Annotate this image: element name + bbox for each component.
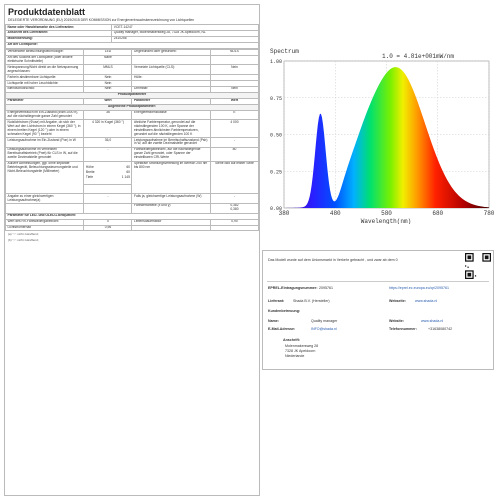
general-cell-r3-c2: Farbwiedergabeindex, auf die nächstliegende ganze Zahl gerundet, oder Spanne der einstellbaren CRI-Werte	[132, 147, 210, 161]
type-cell-r0-c2: Ungebündelt oder gebündelt:	[132, 49, 210, 55]
type-cell-r0-c0: Verwendete Beleuchtungstechnologie:	[6, 49, 84, 55]
x-tick-label: 480	[329, 210, 341, 217]
x-ticks	[279, 210, 494, 217]
supplier-address-label: Anschrift des Lieferanten:	[6, 30, 112, 36]
led-cell-r1-c0: Lichtstromerhalt	[6, 225, 84, 231]
section-product-parameters: Produktparameter	[6, 92, 259, 98]
supplier-value: Shada B.V. (Hersteller)	[293, 299, 330, 303]
product-data-sheet	[4, 4, 260, 496]
table-row	[6, 55, 259, 65]
extra-cell-r1-c3: 0,382 0,380	[210, 203, 258, 213]
general-cell-r0-c2: Energieeffizienzklasse	[132, 110, 210, 120]
eprel-card	[262, 250, 494, 370]
spectrum-chart	[262, 44, 494, 224]
type-cell-r2-c0: Netzspannung/Nicht direkt an die Netzspannung angeschlossen:	[6, 65, 84, 75]
supplier-address-value: Quality manager, Molenmakersweg 28, 7328 JK Apeldoorn, NL	[112, 30, 259, 36]
section-general-parameters: Allgemeine Produktparameter:	[6, 104, 259, 110]
general-cell-r1-c2: ähnliche Farbtemperatur, gerundet auf die nächstliegenden 100 K, oder Spanne der einstellbaren ähnlichsten Farbtemperaturen, gerundet auf die nächstliegenden 100 K	[132, 120, 210, 138]
sheet-title: Produktdatenblatt	[8, 7, 86, 17]
website-label-1: Webseite:	[389, 299, 406, 303]
supplier-name-label: Name oder Handelsmarke des Lieferanten:	[6, 25, 112, 31]
type-cell-r0-c3: NDLS	[210, 49, 258, 55]
extra-cell-r0-c0: Angabe zu einer gleichwertigen Leistungsaufnahme(a)	[6, 194, 84, 204]
type-cell-r0-c1: LED	[84, 49, 132, 55]
table-row	[6, 161, 259, 185]
sheet-subtitle: DELEGIERTE VERORDNUNG (EU) 2019/2015 DER KOMMISSION zur Energieverbrauchskennzeichnung von Lichtquellen	[8, 18, 195, 22]
general-cell-r2-c3: -	[210, 138, 258, 148]
email-link[interactable]: INFO@shada.nl	[311, 327, 337, 331]
website-link-2[interactable]: www.shada.nl	[421, 319, 444, 323]
table-row	[6, 42, 259, 48]
x-tick-label: 680	[432, 210, 444, 217]
model-id-label: Modellkennung:	[6, 36, 112, 42]
y-tick-label: 0.00	[269, 206, 282, 212]
led-cell-r0-c3: 0,90	[210, 219, 258, 225]
general-cell-r2-c0: Leistungsaufnahme im Ein-Zustand (Pon) in W	[6, 138, 84, 148]
website-link-1[interactable]: www.shada.nl	[415, 299, 438, 303]
email-label: E-Mail-Adresse:	[268, 327, 296, 331]
table-row	[6, 203, 259, 213]
col-value-1: Wert	[84, 98, 132, 104]
extra-cell-r1-c2: Farbwertanteile (x und y)	[132, 203, 210, 213]
y-tick-label: 0.75	[269, 95, 282, 102]
table-row	[6, 194, 259, 204]
general-cell-r0-c3: E	[210, 110, 258, 120]
x-tick-label: 580	[381, 210, 392, 217]
extra-cell-r0-c1: -	[84, 194, 132, 204]
extra-cell-r0-c2: Falls ja, gleichwertige Leistungsaufnahme (W)	[132, 194, 210, 204]
phone-value: +31638080742	[428, 327, 453, 331]
x-tick-label: 380	[278, 210, 290, 217]
supplier-name-value: VCET-14247	[112, 25, 259, 31]
general-cell-r2-c1: 36,0	[84, 138, 132, 148]
supplier-label: Lieferant:	[268, 299, 285, 303]
y-tick-label: 1.00	[269, 59, 282, 65]
extra-cell-r0-c3: -	[210, 194, 258, 204]
general-cell-r2-c2: Leistungsaufnahme im Bereitschaftszustand (Psb) in W, auf die zweite Dezimalstelle gerundet	[132, 138, 210, 148]
type-cell-r5-c2: Dimmbar:	[132, 86, 210, 92]
address-line-2: 7328 JK Apeldoorn	[285, 349, 316, 353]
footnote-b: (b) "-": nicht zutreffend;	[8, 238, 39, 243]
y-tick-label: 0.25	[269, 169, 282, 176]
footnote-a: (a) "-": nicht zutreffend;	[8, 232, 39, 237]
table-row	[6, 120, 259, 138]
general-cell-r1-c3: 4 000	[210, 120, 258, 138]
contact-name-value: Quality manager	[311, 319, 338, 323]
spectral-label: Spektrale Strahlungsverteilung im Bereich 250 nm bis 800 nm	[132, 161, 210, 194]
type-cell-r4-c0: Lichtquelle mit hoher Leuchtdichte:	[6, 81, 84, 87]
general-cell-r0-c0: Energieverbrauch im Ein-Zustand (kWh/1000 h), auf die nächstliegende ganze Zahl gerundet	[6, 110, 84, 120]
type-cell-r3-c1: Nein	[84, 75, 132, 81]
contact-name-label: Name:	[268, 319, 279, 323]
eprel-value: 2095761	[319, 286, 333, 290]
x-tick-label: 780	[483, 210, 494, 217]
y-tick-label: 0.50	[269, 132, 282, 139]
phone-label: Telefonnummer:	[389, 327, 417, 331]
spectral-value: Siehe Bild auf letzter Seite	[210, 161, 258, 194]
led-cell-r1-c1: 0,96	[84, 225, 132, 231]
table-row	[6, 65, 259, 75]
dim-height-label: Höhe	[85, 165, 94, 169]
dim-depth-value: 1 145	[121, 175, 130, 179]
type-cell-r5-c3: Nein	[210, 86, 258, 92]
address-label: Anschrift:	[283, 338, 300, 342]
table-row	[6, 110, 259, 120]
type-cell-r2-c1: MMLS	[84, 65, 132, 75]
type-cell-r1-c3	[210, 55, 258, 65]
led-cell-r0-c2: Lebensdauerfaktor	[132, 219, 210, 225]
table-row	[6, 138, 259, 148]
dims-label: Äußere Abmessungen, ggf. ohne separate Betriebsgerät, Beleuchtungssteuerungsteile und Nicht-Beleuchtungsteile (Millimeter)	[6, 161, 84, 194]
address-line-1: Molenmakersweg 28	[285, 344, 319, 348]
website-label-2: Website:	[389, 319, 404, 323]
section-led-parameters: Parameter für LED- und OLED-Lichtquellen:	[6, 213, 259, 219]
dim-height-value: 60	[126, 165, 130, 169]
extra-cell-r1-c1	[84, 203, 132, 213]
general-cell-r1-c0: Nutzlichtstrom (Φuse) mit Angabe, ob sich der Wert auf den Lichtstrom in einem Kegel (360 °), in einem breiten Kegel (120 °) oder in einem schmalen Kegel (90 °) bezieht	[6, 120, 84, 138]
led-cell-r0-c1: 0	[84, 219, 132, 225]
light-source-type-label: Art der Lichtquelle:	[6, 42, 259, 48]
col-param-1: Parameter	[6, 98, 84, 104]
general-cell-r3-c3: 80	[210, 147, 258, 161]
dim-width-value: 60	[126, 170, 130, 174]
led-cell-r0-c0: Wert des R9-Farbwiedergabeindex	[6, 219, 84, 225]
market-intro: Das Modell wurde auf dem Unionsmarkt in Verkehr gebracht , und zwar ab dem 0	[268, 258, 398, 262]
table-row	[6, 225, 259, 231]
eprel-link[interactable]: https://eprel.ec.europa.eu/qr/2095761	[389, 286, 449, 290]
led-cell-r1-c2	[132, 225, 210, 231]
customer-service-label: Kundenbetreuung:	[268, 309, 301, 313]
spectrum-formula: 1.0 = 4.81e+001mW/nm	[382, 53, 455, 60]
general-cell-r3-c0: Leistungsaufnahme im vernetzten Bereitschaftsbetrieb (Pnet) für CLS in W, auf die zweite Dezimalstelle gerundet	[6, 147, 84, 161]
type-cell-r5-c1: Nein	[84, 86, 132, 92]
dim-width-label: Breite	[85, 170, 95, 174]
general-cell-r3-c1: -	[84, 147, 132, 161]
dims-cell	[84, 161, 132, 185]
qr-code-icon[interactable]	[465, 253, 491, 279]
address-line-3: Niederlande	[285, 354, 305, 358]
type-cell-r2-c2: Vernetzte Lichtquelle (CLS):	[132, 65, 210, 75]
eprel-label: EPREL-Eintragungsnummer:	[268, 286, 318, 290]
type-cell-r4-c1: Nein	[84, 81, 132, 87]
led-cell-r1-c3	[210, 225, 258, 231]
type-cell-r3-c0: Farbein abstimmbare Lichtquelle:	[6, 75, 84, 81]
supplier-table	[5, 24, 259, 49]
col-param-2: Parameter	[132, 98, 210, 104]
type-cell-r2-c3: Nein	[210, 65, 258, 75]
col-value-2: Wert	[210, 98, 258, 104]
light-source-type-table	[5, 49, 259, 232]
spectrum-title: Spectrum	[270, 48, 299, 55]
model-id-value: 2410256	[112, 36, 259, 42]
extra-cell-r1-c0	[6, 203, 84, 213]
table-row	[6, 147, 259, 161]
type-cell-r1-c2	[132, 55, 210, 65]
type-cell-r1-c1: Nahe	[84, 55, 132, 65]
general-cell-r0-c1: 36	[84, 110, 132, 120]
dim-depth-label: Tiefe	[85, 175, 94, 179]
type-cell-r1-c0: Art des Sockels der Lichtquelle (oder andere elektrische Schnittstelle)	[6, 55, 84, 65]
y-ticks	[270, 59, 282, 212]
x-axis-label: Wavelength(nm)	[360, 218, 412, 224]
general-cell-r1-c1: 4 320 in Kugel (360 °)	[84, 120, 132, 138]
type-cell-r3-c2: Hülle:	[132, 75, 210, 81]
type-cell-r5-c0: Blendschutzschild:	[6, 86, 84, 92]
